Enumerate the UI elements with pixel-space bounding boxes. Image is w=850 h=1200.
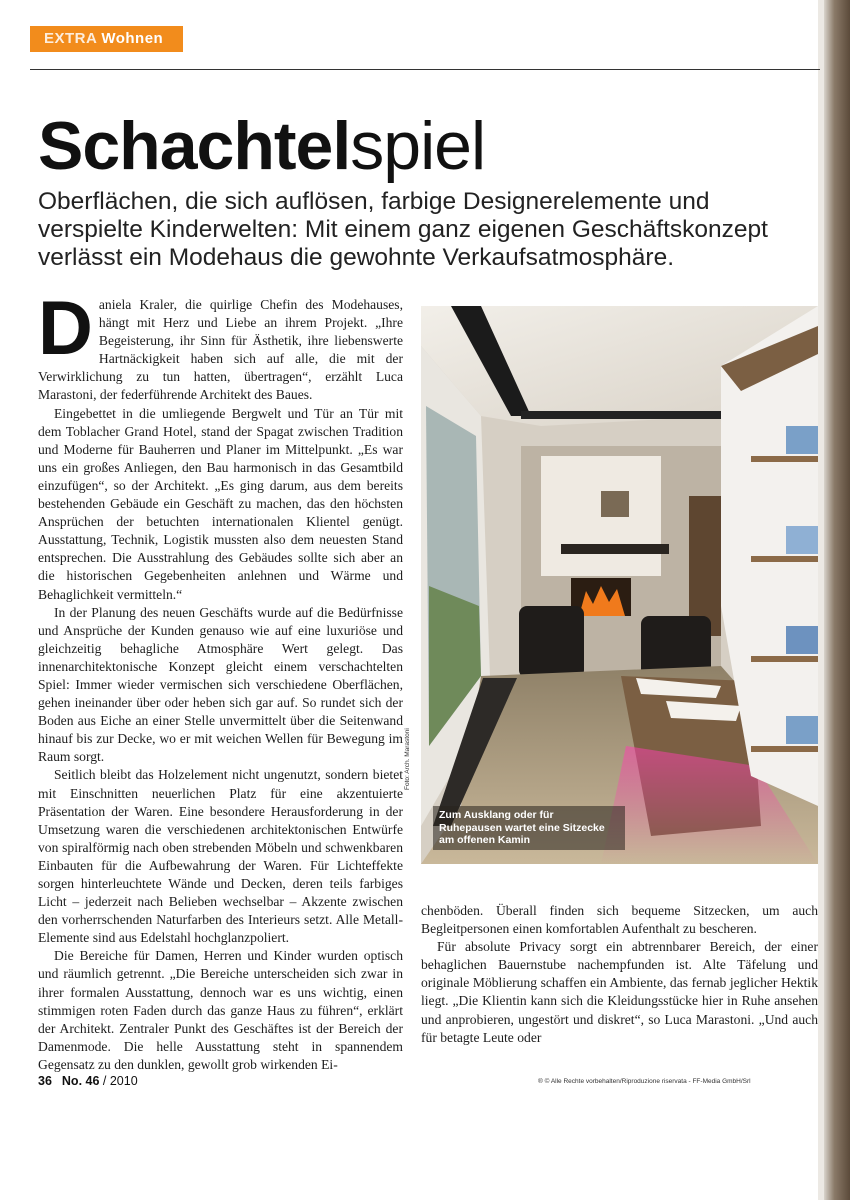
headline-light: spiel [350,108,486,184]
paragraph: In der Planung des neuen Geschäfts wurde auf die Bedürfnisse und Ansprüche der Kunden genauso wie auf eine luxuriöse und gleichzeitig behagliche Atmosphäre Wert gelegt. Das innenarchitektonische Konzept gleicht einem verschachtelten Spiel: Immer wieder vermischen sich verschiedene Oberflächen, gehen ineinander über oder heben sich gar auf. So rundet sich der Boden aus Eiche an einer Stelle unvermittelt über die Seitenwand hinauf bis zur Decke, wo er mit weichen Wellen für Bewegung im Raum sorgt. [38,604,403,765]
issue-number: No. 46 [61,1074,100,1088]
page-footer [38,1074,138,1088]
header-rule [30,69,820,70]
paragraph-text: aniela Kraler, die quirlige Chefin des Modehauses, hängt mit Herz und Liebe an ihrem Projekt. „Ihre Begeisterung, ihr Sinn für Ästhetik, ihre liebenswerte Hartnäckigkeit haben sich auf alle, die mit der Verwirklichung zu tun hatten, übertragen“, erzählt Luca Marastoni, der federführende Architekt des Baues. [38,297,403,403]
paragraph: chenböden. Überall finden sich bequeme Sitzecken, um auch Begleitpersonen einen komfortablen Aufenthalt zu bescheren. [421,903,818,937]
interior-photo [421,306,818,864]
paragraph: Eingebettet in die umliegende Bergwelt und Tür an Tür mit dem Toblacher Grand Hotel, stand der Spagat zwischen Tradition und Moderne für Bauherren und Planer im Mittelpunkt. „Es war uns ein großes Anliegen, den Bau harmonisch in das Gesamtbild einzufügen“, so der Architekt. „Es ging darum, aus dem bereits bestehenden Gebäude ein Geschäft zu machen, das den höchsten Ansprüchen der betuchten internationalen Klientel genügt. Ausstattung, Technik, Logistik mussten also dem neuesten Stand entsprechen. Die Ausstrahlung des Gebäudes sollte sich aber an die historischen Gegebenheiten anlehnen und Wärme und Behaglichkeit vermitteln.“ [38,405,403,602]
photo-credit: Foto: Arch. Marastoni [404,728,411,790]
page-edge-gap [818,0,824,1200]
photo-caption: Zum Ausklang oder für Ruhepausen wartet eine Sitzecke am offenen Kamin [433,806,625,850]
headline-bold: Schachtel [38,108,351,184]
page-edge-shadow [824,0,850,1200]
paragraph [38,286,403,405]
article-left-column [38,286,403,1074]
section-tag-extra: EXTRA [44,30,98,47]
page-number: 36 [38,1074,52,1088]
paragraph: Für absolute Privacy sorgt ein abtrennbarer Bereich, der einer behaglichen Bauernstube nachempfunden ist. Alte Täfelung und originale Möblierung schaffen ein Ambiente, das fernab jeglicher Hektik liegt. „Die Klientin kann sich die Kleidungsstücke hier in Ruhe ansehen und anprobieren, ungestört und diskret“, so Luca Marastoni. „Und auch für betagte Leute oder [421,939,818,1045]
copyright-notice: ® © Alle Rechte vorbehalten/Riproduzione riservata - FF-Media GmbH/Srl [538,1078,751,1085]
issue-year: / 2010 [102,1074,138,1088]
section-tag-name: Wohnen [101,30,164,47]
section-tag [30,26,183,52]
dropcap: D [38,286,93,371]
paragraph: Seitlich bleibt das Holzelement nicht ungenutzt, sondern bietet mit Einschnitten neuerlichen Platz für eine akzentuierte Präsentation der Waren. Eine besondere Herausforderung in der Umsetzung waren die verschiedenen architektonischen Entwürfe von spiralförmig nach oben strebenden Möbeln und schwenkbaren Einbauten für die Aufbewahrung der Waren. Für Lichteffekte sorgen hinterleuchtete Wände und Decken, deren teils farbiges Licht – jederzeit nach Belieben wechselbar – Akzente zwischen den vorherrschenden Naturfarben des Interieurs setzt. Alle Metall-Elemente sind aus Edelstahl hochglanzpoliert. [38,767,403,946]
headline [38,106,485,186]
article-right-column [421,902,818,1047]
paragraph: Die Bereiche für Damen, Herren und Kinder wurden optisch und räumlich getrennt. „Die Bereiche unterscheiden sich zwar in ihrer formalen Ausstattung, dennoch war es uns wichtig, einen stimmigen roten Faden durch das ganze Haus zu führen“, erklärt der Architekt. Zentraler Punkt des Geschäftes ist der Bereich der Damenmode. Die helle Ausstattung steht in spannendem Gegensatz zu den dunklen, gewollt grob wirkenden Ei- [38,948,403,1072]
subtitle: Oberflächen, die sich auflösen, farbige Designerelemente und verspielte Kinderwelten: Mit einem ganz eigenen Geschäftskonzept verlässt ein Modehaus die gewohnte Verkaufsatmosphäre. [38,188,768,271]
